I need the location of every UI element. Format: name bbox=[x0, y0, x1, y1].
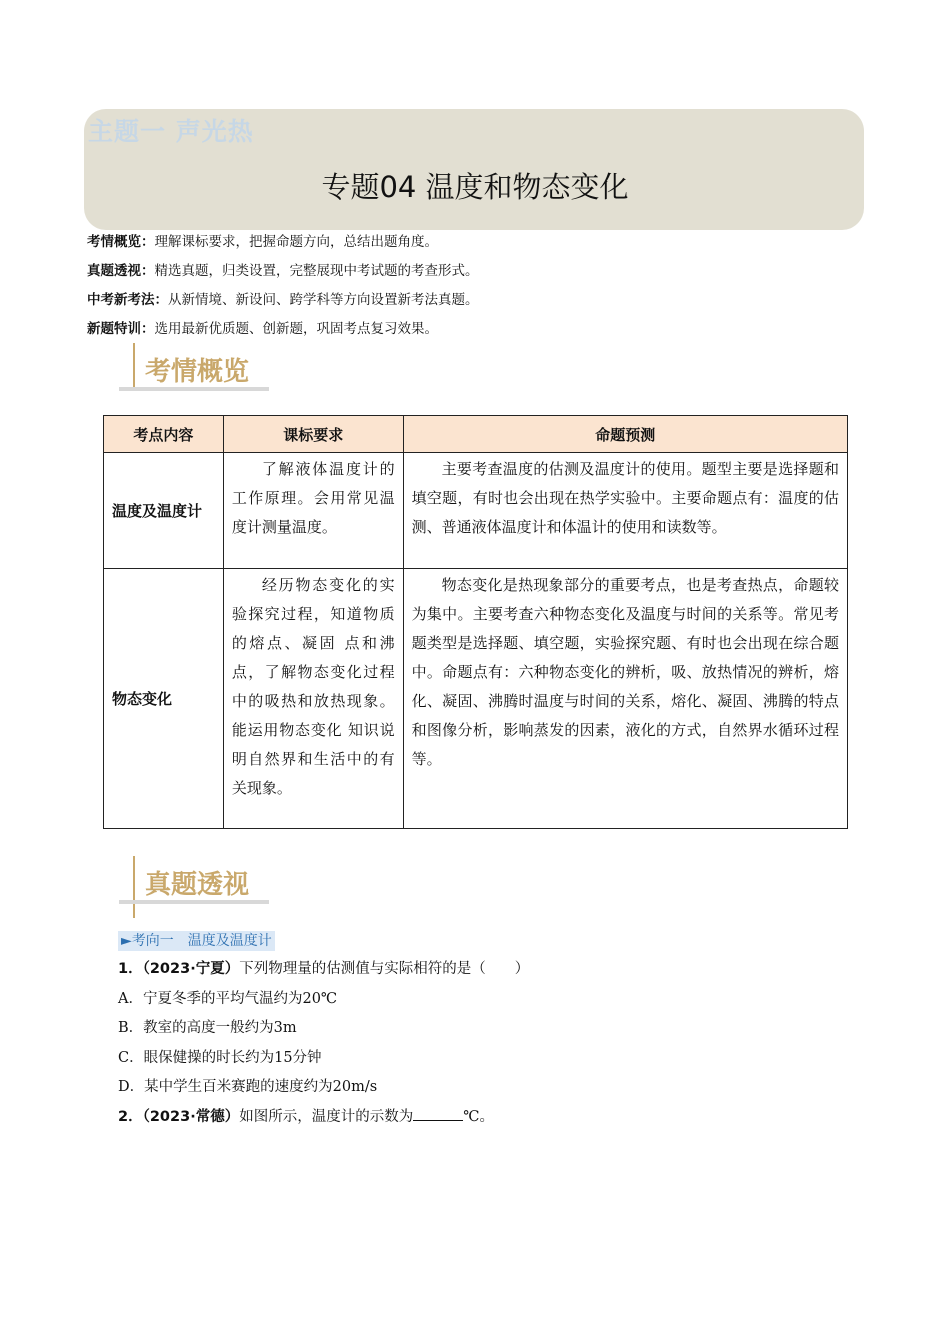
table-row bbox=[104, 569, 848, 829]
exam-points-table bbox=[103, 415, 848, 829]
intro-label: 真题透视： bbox=[87, 263, 155, 279]
question-text: ℃。 bbox=[463, 1108, 494, 1125]
option: A．宁夏冬季的平均气温约为20℃ bbox=[118, 990, 338, 1007]
question-text: 如图所示，温度计的示数为 bbox=[239, 1108, 414, 1125]
answer-blank bbox=[413, 1106, 463, 1121]
topic-cell: 温度及温度计 bbox=[104, 453, 224, 569]
heading-decor bbox=[133, 856, 135, 918]
intro-line bbox=[87, 286, 479, 315]
question-source: （2023·常德） bbox=[142, 1108, 240, 1125]
intro-line bbox=[87, 257, 479, 286]
table-header-row bbox=[104, 416, 848, 453]
heading-decor bbox=[133, 343, 135, 387]
option: B．教室的高度一般约为3m bbox=[118, 1020, 297, 1036]
option: D．某中学生百米赛跑的速度约为20m/s bbox=[118, 1079, 378, 1095]
intro-label: 中考新考法： bbox=[87, 292, 168, 308]
intro-text: 从新情境、新设问、跨学科等方向设置新考法真题。 bbox=[168, 292, 479, 308]
question-1-stem bbox=[118, 955, 529, 985]
requirement-cell: 了解液体温度计的工作原理。会用常见温度计测量温度。 bbox=[223, 453, 403, 569]
section-heading-real-exams bbox=[119, 856, 279, 936]
page-title bbox=[0, 165, 950, 206]
intro-text: 选用最新优质题、创新题，巩固考点复习效果。 bbox=[154, 321, 438, 337]
question-source: （2023·宁夏） bbox=[142, 961, 240, 977]
question-number: 2． bbox=[118, 1108, 143, 1125]
requirement-cell: 经历物态变化的实验探究过程，知道物质的熔点、凝固 点和沸点，了解物态变化过程中的吸热和放热现象。能运用物态变化 知识说明自然界和生活中的有关现象。 bbox=[223, 569, 403, 829]
option: C．眼保健操的时长约为15分钟 bbox=[118, 1049, 322, 1066]
intro-text: 精选真题，归类设置，完整展现中考试题的考查形式。 bbox=[154, 263, 479, 279]
page-title-text: 专题04 温度和物态变化 bbox=[321, 170, 629, 204]
column-header: 命题预测 bbox=[403, 416, 847, 453]
intro-block bbox=[87, 228, 479, 344]
intro-line bbox=[87, 315, 479, 344]
intro-label: 新题特训： bbox=[87, 321, 155, 337]
question-number: 1． bbox=[118, 961, 143, 977]
direction-label: ►考向一 温度及温度计 bbox=[118, 931, 275, 951]
topic-cell: 物态变化 bbox=[104, 569, 224, 829]
column-header: 考点内容 bbox=[104, 416, 224, 453]
intro-text: 理解课标要求，把握命题方向，总结出题角度。 bbox=[154, 234, 438, 250]
intro-label: 考情概览： bbox=[87, 234, 155, 250]
intro-line bbox=[87, 228, 479, 257]
questions bbox=[118, 955, 529, 1132]
question-2-stem bbox=[118, 1103, 529, 1133]
column-header: 课标要求 bbox=[223, 416, 403, 453]
question-text: 下列物理量的估测值与实际相符的是（ ） bbox=[239, 961, 530, 977]
table-row bbox=[104, 453, 848, 569]
section-heading-overview bbox=[119, 343, 279, 423]
prediction-cell: 物态变化是热现象部分的重要考点，也是考查热点，命题较为集中。主要考查六种物态变化及温度与时间的关系等。常见考题类型是选择题、填空题，实验探究题、有时也会出现在综合题中。命题点有：六种物态变化的辨析，吸、放热情况的辨析，熔化、凝固、沸腾时温度与时间的关系，熔化、凝固、沸腾的特点和图像分析，影响蒸发的因素，液化的方式，自然界水循环过程等。 bbox=[403, 569, 847, 829]
theme-label: 主题一 声光热 bbox=[88, 117, 254, 146]
prediction-cell: 主要考查温度的估测及温度计的使用。题型主要是选择题和填空题，有时也会出现在热学实验中。主要命题点有：温度的估测、普通液体温度计和体温计的使用和读数等。 bbox=[403, 453, 847, 569]
section-title: 真题透视 bbox=[145, 870, 250, 900]
section-title: 考情概览 bbox=[145, 357, 250, 387]
